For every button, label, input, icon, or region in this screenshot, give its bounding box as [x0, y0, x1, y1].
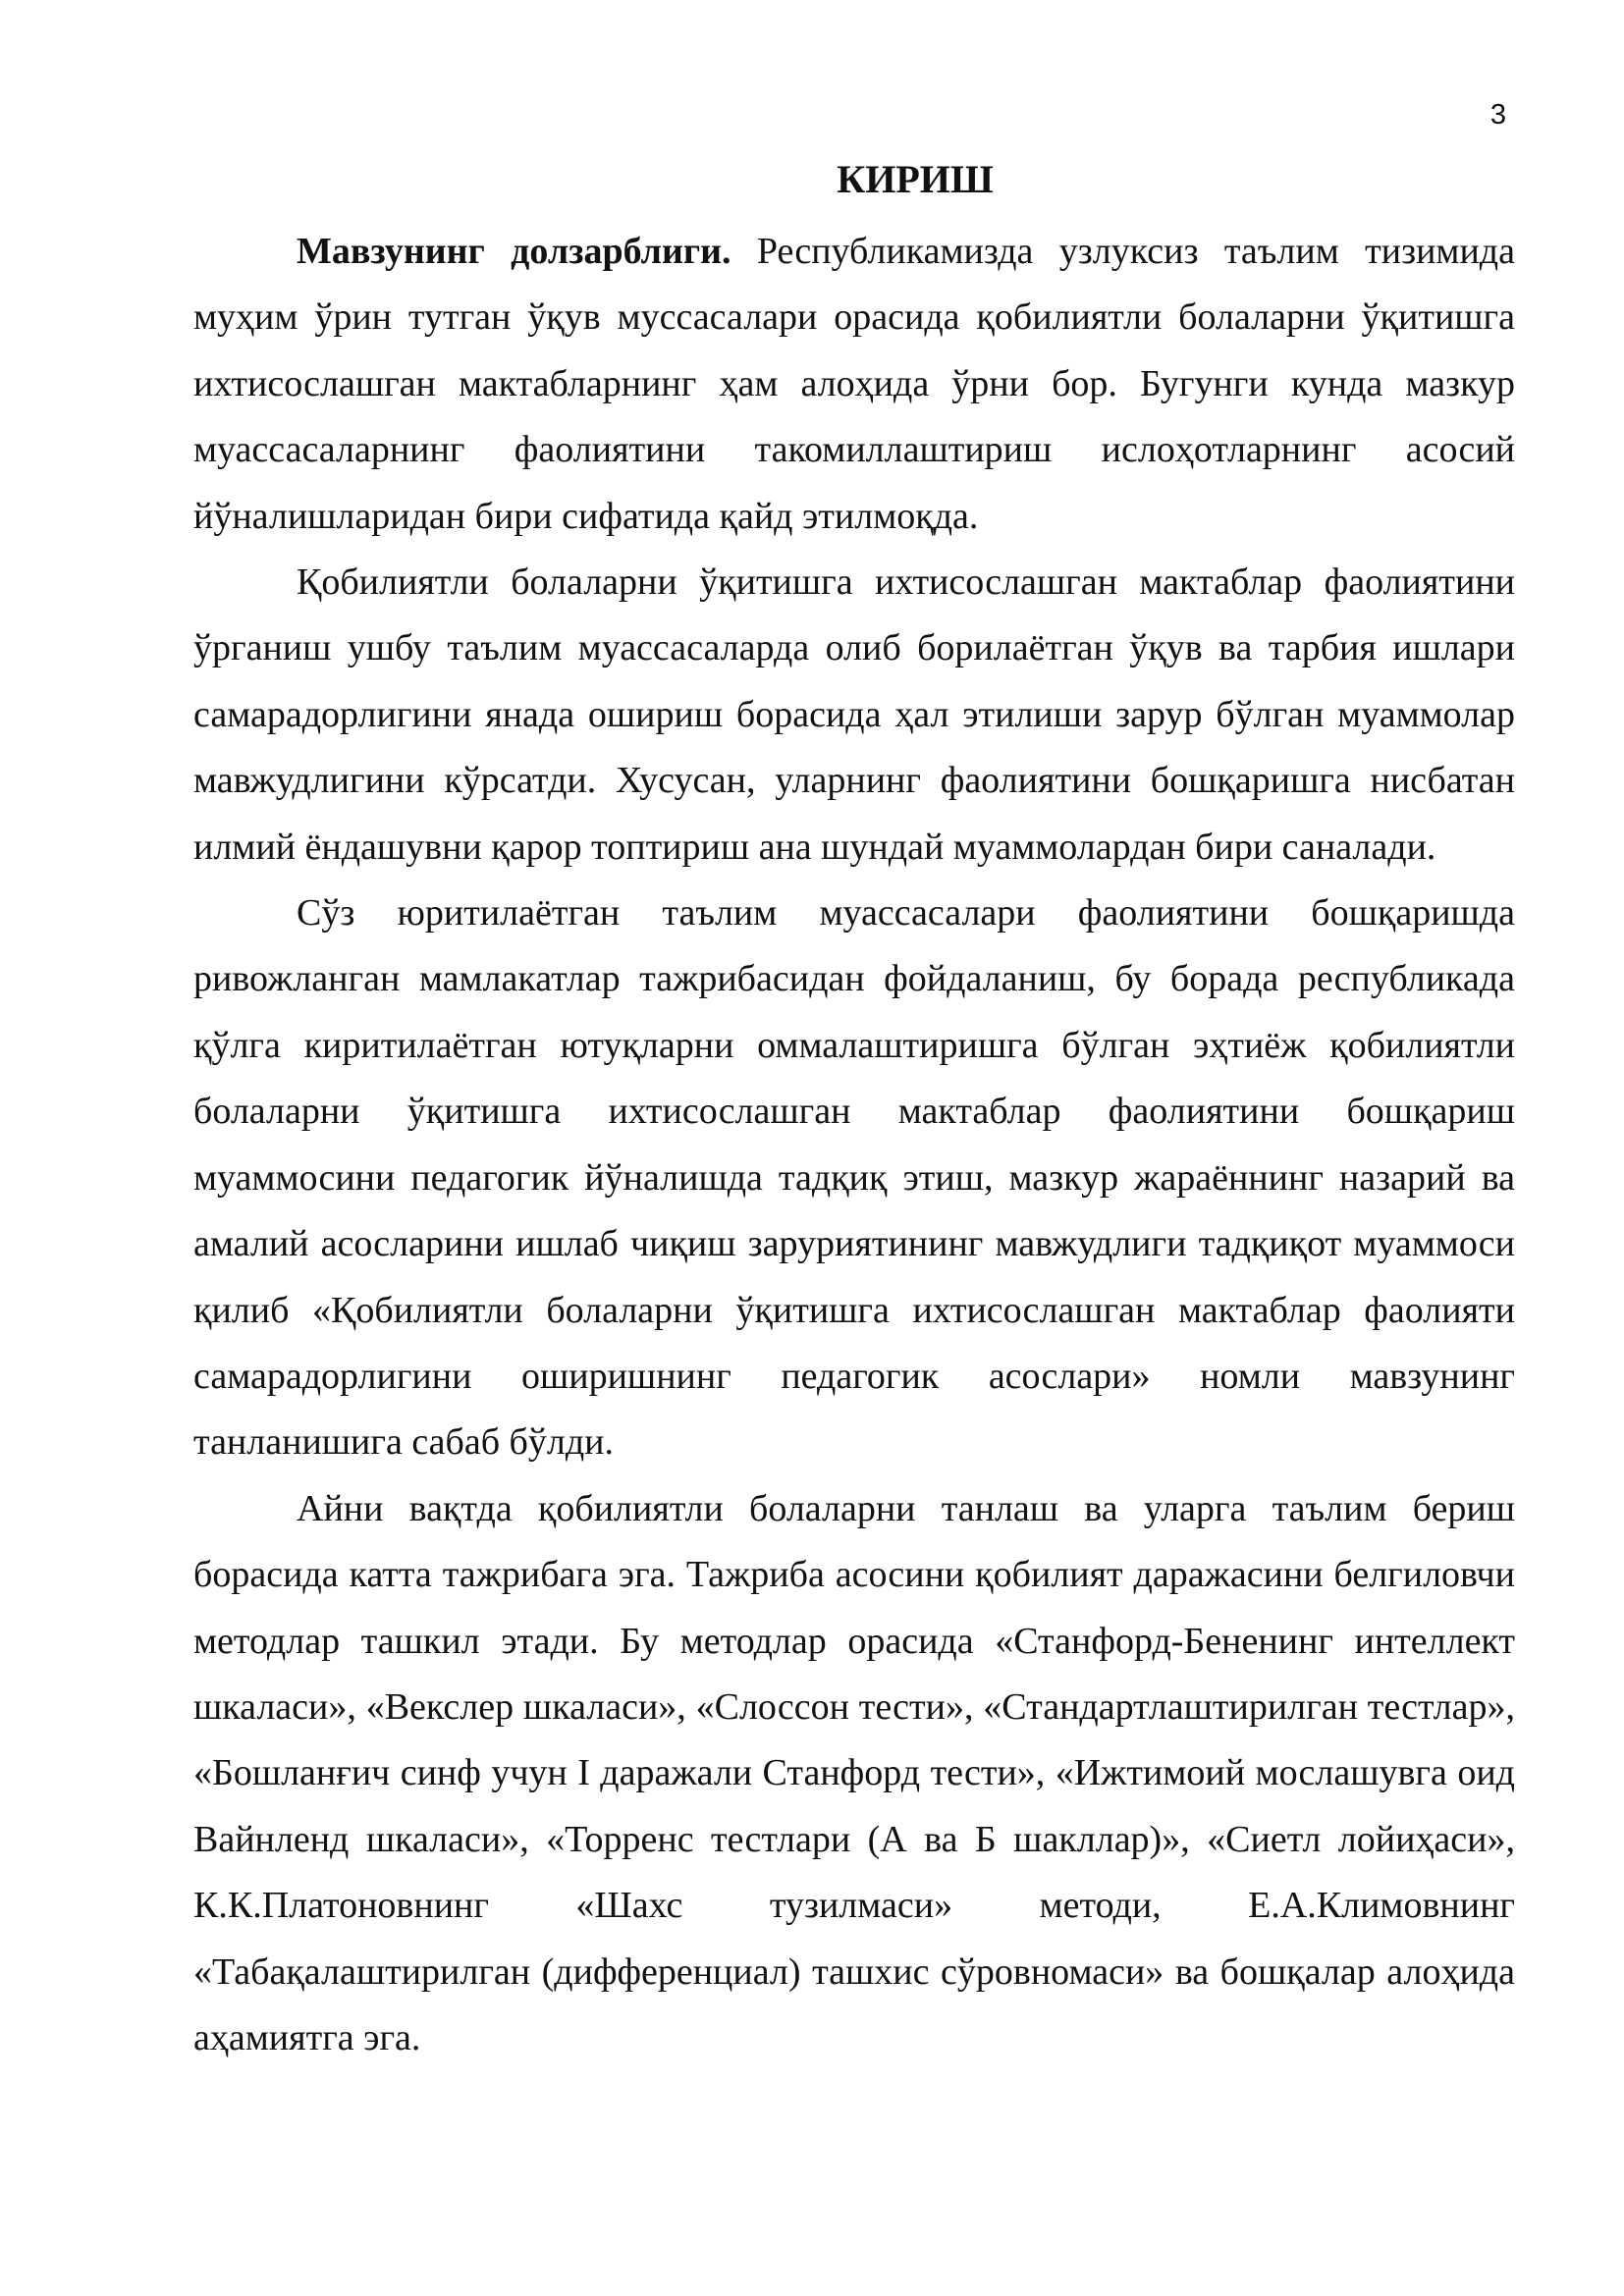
body-text	[193, 219, 1515, 2071]
page-number: 3	[1489, 99, 1506, 131]
paragraph: Сўз юритилаётган таълим муассасалари фаолиятини бошқаришда ривожланган мамлакатлар тажрибасидан фойдаланиш, бу борада республикада қўлга киритилаётган ютуқларни оммалаштиришга бўлган эҳтиёж қобилиятли болаларни ўқитишга ихтисослашган мактаблар фаолиятини бошқариш муаммосини педагогик йўналишда тадқиқ этиш, мазкур жараённинг назарий ва амалий асосларини ишлаб чиқиш заруриятининг мавжудлиги тадқиқот муаммоси қилиб «Қобилиятли болаларни ўқитишга ихтисослашган мактаблар фаолияти самарадорлигини оширишнинг педагогик асослари» номли мавзунинг танланишига сабаб бўлди.	[193, 892, 1515, 1464]
paragraph-relevance	[193, 219, 1515, 550]
paragraph-text: Республикамизда узлуксиз таълим тизимида муҳим ўрин тутган ўқув муссасалари орасида қобилиятли болаларни ўқитишга ихтисослашган мактабларнинг ҳам алоҳида ўрни бор. Бугунги кунда мазкур муассасаларнинг фаолиятини такомиллаштириш ислоҳотларнинг асосий йўналишларидан бири сифатида қайд этилмоқда.	[193, 231, 1515, 537]
paragraph: Қобилиятли болаларни ўқитишга ихтисослашган мактаблар фаолиятини ўрганиш ушбу таълим муассасаларда олиб борилаётган ўқув ва тарбия ишлари самарадорлигини янада ошириш борасида ҳал этилиши зарур бўлган муаммолар мавжудлигини кўрсатди. Хусусан, уларнинг фаолиятини бошқаришга нисбатан илмий ёндашувни қарор топтириш ана шундай муаммолардан бири саналади.	[193, 561, 1515, 868]
section-heading: КИРИШ	[837, 157, 994, 201]
paragraph: Айни вақтда қобилиятли болаларни танлаш ва уларга таълим бериш борасида катта тажрибага эга. Тажриба асосини қобилият даражасини белгиловчи методлар ташкил этади. Бу методлар орасида «Станфорд-Бененинг интеллект шкаласи», «Векслер шкаласи», «Слоссон тести», «Стандартлаштирилган тестлар», «Бошланғич синф учун I даражали Станфорд тести», «Ижтимоий мослашувга оид Вайнленд шкаласи», «Торренс тестлари (А ва Б шакллар)», «Сиетл лойиҳаси», К.К.Платоновнинг «Шахс тузилмаси» методи, Е.А.Климовнинг «Табақалаштирилган (дифференциал) ташхис сўровномаси» ва бошқалар алоҳида аҳамиятга эга.	[193, 1487, 1515, 2058]
paragraph-lead-bold: Мавзунинг долзарблиги.	[297, 231, 731, 272]
